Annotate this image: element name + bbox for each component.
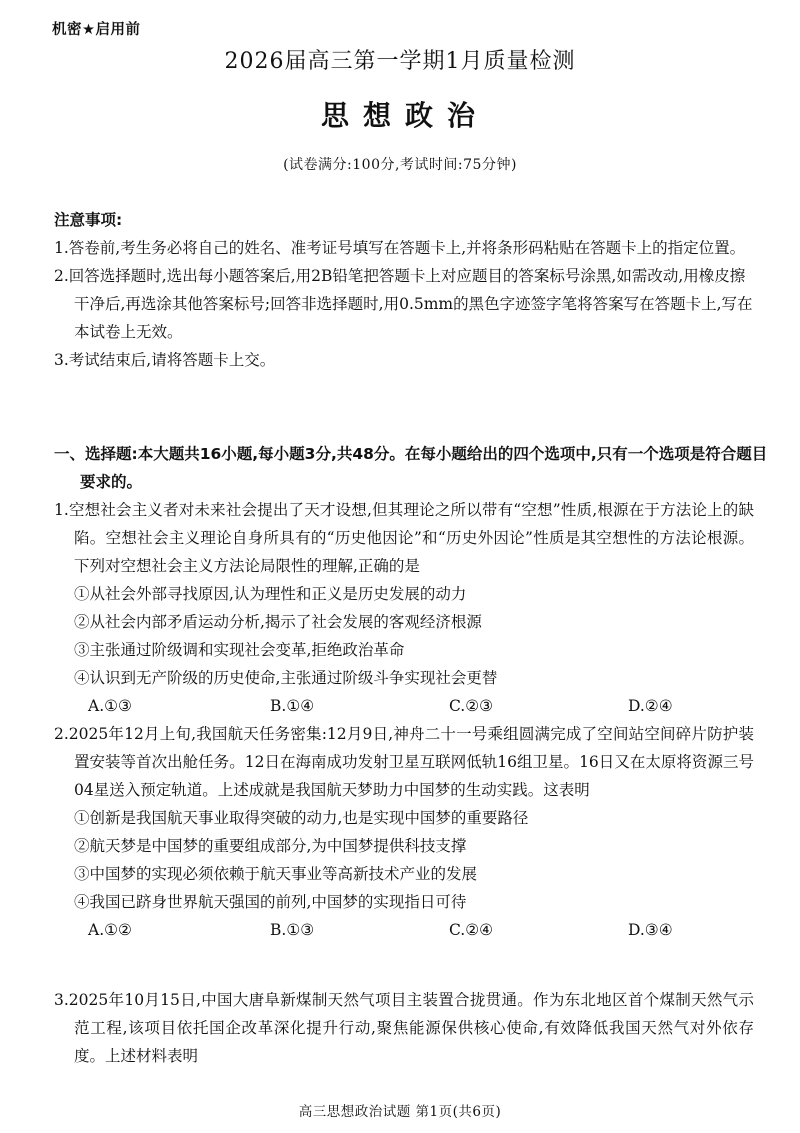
answer-choices [54, 916, 754, 944]
answer-choices [54, 692, 754, 720]
statement-option: ①创新是我国航天事业取得突破的动力,也是实现中国梦的重要路径 [74, 809, 529, 827]
question-2 [54, 720, 754, 944]
choice-d: D.②④ [628, 697, 673, 715]
question-stem: 1.空想社会主义者对未来社会提出了天才设想,但其理论之所以带有“空想”性质,根源在于方法论上的缺陷。空想社会主义理论自身所具有的“历史他因论”和“历史外因论”性质是其空想性的方法论根源。下列对空想社会主义方法论局限性的理解,正确的是 [54, 501, 754, 575]
statement-option: ④我国已跻身世界航天强国的前列,中国梦的实现指日可待 [74, 893, 467, 911]
choice-a: A.①③ [88, 697, 132, 715]
note-item: 1.答卷前,考生务必将自己的姓名、准考证号填写在答题卡上,并将条形码粘贴在答题卡上的指定位置。 [54, 239, 746, 257]
question-stem: 2.2025年12月上旬,我国航天任务密集:12月9日,神舟二十一号乘组圆满完成了空间站空间碎片防护装置安装等首次出舱任务。12日在海南成功发射卫星互联网低轨16组卫星。16日又在太原将资源三号04星送入预定轨道。上述成就是我国航天梦助力中国梦的生动实践。这表明 [54, 725, 754, 799]
choice-b: B.①④ [270, 697, 315, 715]
exam-title: 2026届高三第一学期1月质量检测 [224, 49, 576, 74]
subject-title: 思想政治 [320, 99, 489, 132]
confidential-label: 机密★启用前 [52, 22, 141, 38]
page-footer: 高三思想政治试题 第1页(共6页) [298, 1104, 502, 1120]
note-item: 2.回答选择题时,选出每小题答案后,用2B铅笔把答题卡上对应题目的答案标号涂黑,如需改动,用橡皮擦干净后,再选涂其他答案标号;回答非选择题时,用0.5mm的黑色字迹签字笔将答案写在答题卡上,写在本试卷上无效。 [54, 267, 753, 341]
choice-c: C.②③ [449, 697, 494, 715]
statement-option: ④认识到无产阶级的历史使命,主张通过阶级斗争实现社会更替 [74, 669, 498, 687]
question-stem: 3.2025年10月15日,中国大唐阜新煤制天然气项目主装置合拢贯通。作为东北地区首个煤制天然气示范工程,该项目依托国企改革深化提升行动,聚焦能源保供核心使命,有效降低我国天然气对外依存度。上述材料表明 [54, 991, 754, 1065]
choice-b: B.①③ [270, 921, 315, 939]
choice-d: D.③④ [628, 921, 673, 939]
question-1 [54, 496, 754, 720]
choice-a: A.①② [88, 921, 132, 939]
question-3 [54, 986, 754, 1070]
choice-c: C.②④ [449, 921, 494, 939]
section-heading: 一、选择题:本大题共16小题,每小题3分,共48分。在每小题给出的四个选项中,只有一个选项是符合题目要求的。 [54, 445, 768, 491]
notes-list [54, 234, 754, 374]
statement-option: ①从社会外部寻找原因,认为理性和正义是历史发展的动力 [74, 585, 467, 603]
statement-option: ②从社会内部矛盾运动分析,揭示了社会发展的客观经济根源 [74, 613, 482, 631]
note-item: 3.考试结束后,请将答题卡上交。 [54, 351, 276, 369]
notes-heading: 注意事项: [54, 211, 123, 229]
statement-option: ②航天梦是中国梦的重要组成部分,为中国梦提供科技支撑 [74, 837, 467, 855]
exam-info: (试卷满分:100分,考试时间:75分钟) [283, 157, 517, 173]
statement-option: ③中国梦的实现必须依赖于航天事业等高新技术产业的发展 [74, 865, 478, 883]
statement-option: ③主张通过阶级调和实现社会变革,拒绝政治革命 [74, 641, 405, 659]
